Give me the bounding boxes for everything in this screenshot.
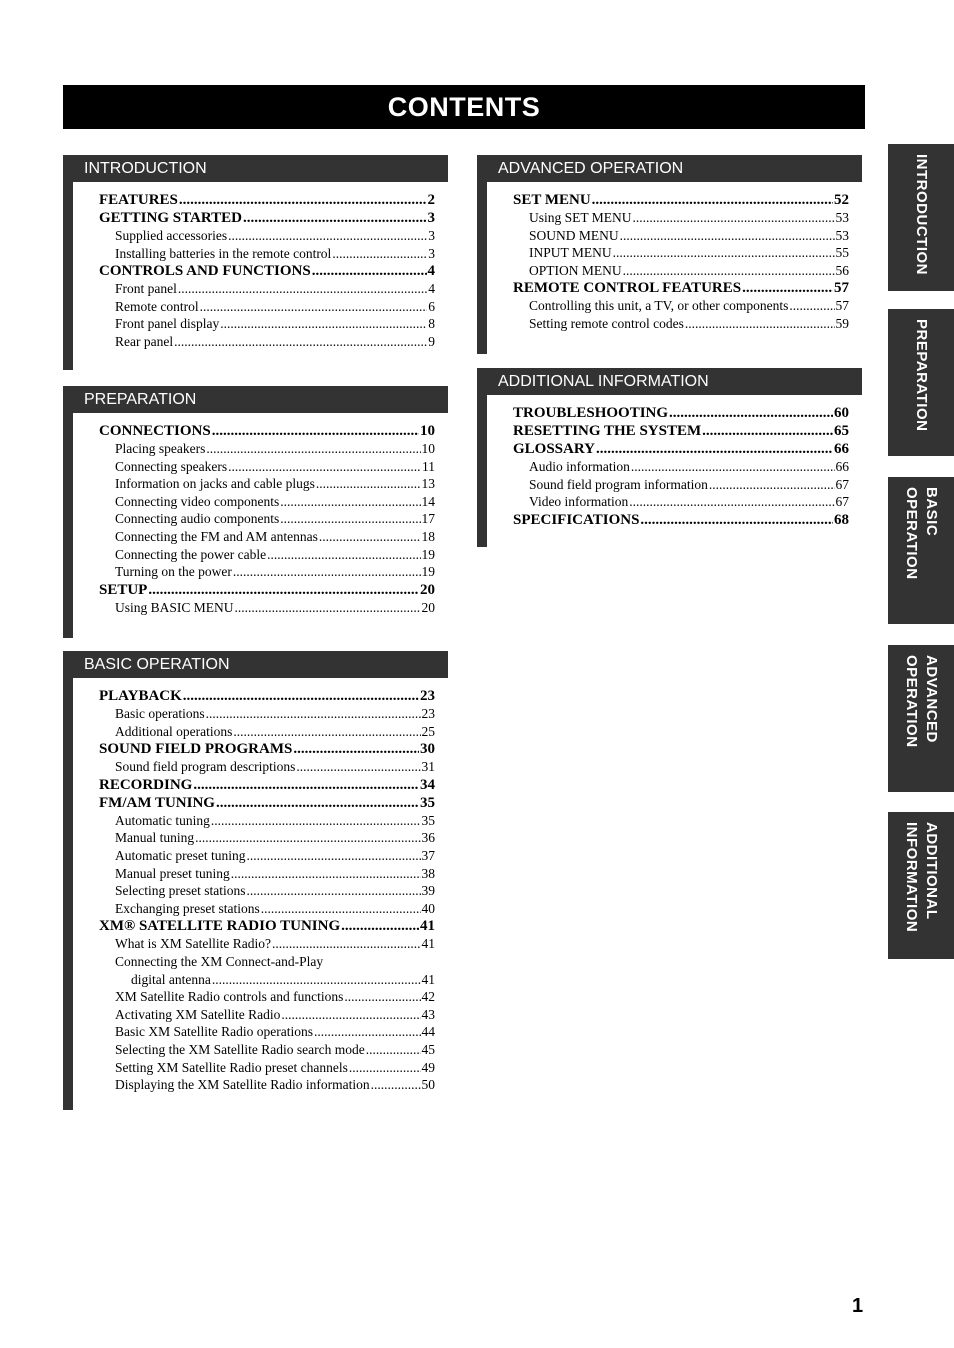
toc-page-number: 38 [421, 865, 435, 881]
dot-leader [344, 988, 420, 1006]
toc-page-number: 60 [834, 405, 849, 421]
toc-page-number: 19 [421, 564, 435, 580]
toc-main-entry[interactable] [73, 917, 435, 935]
dot-leader [633, 209, 835, 227]
dot-leader [366, 1041, 421, 1059]
toc-page-number: 3 [428, 245, 435, 261]
toc-page-number: 44 [421, 1024, 435, 1040]
toc-sub-entry[interactable] [73, 829, 435, 847]
dot-leader [789, 297, 834, 315]
dot-leader [371, 1076, 421, 1094]
toc-entry-text: RECORDING [99, 776, 193, 793]
toc-entry-text: PLAYBACK [99, 688, 182, 704]
toc-entry-text: Connecting video components [115, 493, 280, 509]
side-tab-additional-information[interactable]: ADDITIONAL INFORMATION [888, 812, 954, 959]
toc-sub-entry[interactable] [73, 333, 435, 351]
dot-leader [231, 865, 421, 883]
toc-main-entry[interactable] [73, 191, 435, 209]
toc-page-number: 36 [421, 830, 435, 846]
toc-main-entry[interactable] [73, 740, 435, 758]
toc-page-number: 6 [428, 298, 435, 314]
section-heading: BASIC OPERATION [63, 651, 448, 678]
toc-sub-entry[interactable] [73, 988, 435, 1006]
toc-sub-entry[interactable] [73, 812, 435, 830]
toc-main-entry[interactable] [73, 794, 435, 812]
toc-main-entry[interactable] [73, 687, 435, 705]
dot-leader [296, 758, 420, 776]
toc-page-number: 55 [835, 245, 849, 261]
toc-entry-text: INPUT MENU [529, 245, 612, 261]
dot-leader [596, 440, 833, 458]
toc-page-number: 4 [428, 281, 435, 297]
dot-leader [220, 315, 427, 333]
toc-sub-entry[interactable] [487, 209, 849, 227]
toc-entry-text: Using SET MENU [529, 210, 632, 225]
toc-entry-text: SOUND MENU [529, 227, 619, 243]
toc-entry-text: Sound field program information [529, 476, 708, 492]
toc-entry-text: Installing batteries in the remote control [115, 245, 332, 261]
dot-leader [341, 917, 419, 935]
toc-page-number: 17 [421, 511, 435, 527]
side-tab-introduction[interactable]: INTRODUCTION [888, 144, 954, 291]
toc-page-number: 53 [835, 227, 849, 243]
dot-leader [272, 935, 421, 953]
toc-entry-text: Rear panel [115, 333, 174, 349]
dot-leader [281, 1006, 420, 1024]
toc-page-number: 66 [834, 441, 849, 457]
toc-entry-text: Remote control [115, 298, 199, 314]
toc-entry-text: Selecting the XM Satellite Radio search mode [115, 1041, 365, 1057]
dot-leader [314, 1023, 421, 1041]
toc-entry-text: SETUP [99, 581, 148, 598]
section-additional-information [477, 368, 862, 547]
dot-leader [293, 740, 419, 758]
toc-entry-text: Connecting audio components [115, 511, 280, 527]
section-heading: INTRODUCTION [63, 155, 448, 182]
dot-leader [212, 971, 421, 989]
toc-page-number: 11 [422, 458, 435, 474]
toc-entry-text: Setting remote control codes [529, 315, 684, 331]
dot-leader [183, 687, 419, 705]
dot-leader [178, 280, 427, 298]
toc-page-number: 67 [835, 494, 849, 510]
toc-main-entry[interactable] [487, 191, 849, 209]
toc-page-number: 25 [421, 723, 435, 739]
toc-page-number: 3 [427, 210, 435, 226]
toc-entry-text: OPTION MENU [529, 262, 622, 278]
toc-sub-entry[interactable] [487, 244, 849, 262]
toc-page-number: 49 [421, 1059, 435, 1075]
toc-page-number: 40 [421, 900, 435, 916]
toc-page-number: 50 [421, 1077, 435, 1093]
toc-entry-text: Connecting the XM Connect-and-Play [115, 953, 324, 969]
toc-entry-text: Audio information [529, 459, 630, 474]
toc-sub-entry[interactable] [487, 458, 849, 476]
toc-page-number: 39 [421, 883, 435, 899]
toc-entry-text: Selecting preset stations [115, 883, 246, 899]
toc-sub-entry[interactable] [487, 476, 849, 494]
toc-sub-entry[interactable] [487, 493, 849, 511]
toc-sub-entry[interactable] [73, 245, 435, 263]
toc-entry-text: GETTING STARTED [99, 210, 242, 226]
toc-entry-text: Automatic preset tuning [115, 847, 246, 863]
dot-leader [640, 511, 833, 529]
toc-main-entry[interactable] [487, 404, 849, 422]
dot-leader [243, 209, 427, 227]
toc-page-number: 35 [420, 794, 435, 811]
toc-sub-entry[interactable] [73, 971, 435, 989]
dot-leader [592, 191, 833, 209]
toc-page-number: 2 [427, 192, 435, 208]
toc-entry-text: Supplied accessories [115, 228, 228, 243]
section-heading: ADVANCED OPERATION [477, 155, 862, 182]
toc-entry-text: Exchanging preset stations [115, 900, 260, 916]
toc-entry-text: TROUBLESHOOTING [513, 405, 669, 421]
dot-leader [319, 528, 421, 546]
section-body [63, 413, 435, 638]
toc-page-number: 41 [420, 918, 435, 935]
dot-leader [212, 422, 419, 440]
toc-entry-text: Using BASIC MENU [115, 599, 234, 615]
toc-sub-entry[interactable] [73, 758, 435, 776]
toc-sub-entry[interactable] [73, 1076, 435, 1094]
section-body [477, 395, 849, 547]
toc-main-entry[interactable] [73, 262, 435, 280]
dot-leader [235, 599, 421, 617]
toc-main-entry[interactable] [73, 422, 435, 440]
section-introduction [63, 155, 448, 370]
toc-page-number: 3 [428, 228, 435, 243]
toc-entry-text: Front panel [115, 281, 177, 297]
toc-entry-text: Placing speakers [115, 441, 206, 456]
toc-sub-entry[interactable] [487, 262, 849, 280]
dot-leader [195, 829, 420, 847]
toc-entry-text: SPECIFICATIONS [513, 511, 640, 528]
toc-entry-text: GLOSSARY [513, 441, 595, 457]
toc-sub-entry[interactable] [73, 280, 435, 298]
toc-main-entry[interactable] [487, 422, 849, 440]
toc-page-number: 18 [421, 528, 435, 544]
dot-leader [316, 475, 421, 493]
toc-page-number: 31 [421, 759, 435, 775]
toc-main-entry[interactable] [487, 440, 849, 458]
toc-entry-text: Front panel display [115, 316, 220, 332]
toc-page-number: 52 [834, 192, 849, 208]
dot-leader [211, 812, 421, 830]
toc-entry-text: What is XM Satellite Radio? [115, 936, 271, 952]
toc-sub-entry[interactable] [73, 475, 435, 493]
toc-page-number: 67 [835, 476, 849, 492]
toc-sub-entry[interactable] [73, 882, 435, 900]
dot-leader [623, 262, 835, 280]
toc-page-number: 9 [428, 333, 435, 349]
toc-page-number: 13 [421, 476, 435, 492]
toc-entry-text: Turning on the power [115, 564, 232, 580]
toc-sub-entry[interactable] [73, 510, 435, 528]
toc-entry-text: Setting XM Satellite Radio preset channels [115, 1059, 348, 1075]
section-body [63, 678, 435, 1110]
toc-sub-entry[interactable] [73, 458, 435, 476]
toc-page-number: 56 [835, 262, 849, 278]
toc-entry-text: SOUND FIELD PROGRAMS [99, 741, 293, 758]
toc-sub-entry[interactable] [73, 865, 435, 883]
dot-leader [669, 404, 833, 422]
toc-entry-text: Additional operations [115, 723, 233, 739]
toc-page-number: 8 [428, 316, 435, 332]
dot-leader [228, 458, 421, 476]
toc-sub-entry[interactable] [73, 935, 435, 953]
dot-leader [233, 563, 421, 581]
dot-leader [228, 227, 427, 245]
toc-page-number: 14 [421, 493, 435, 509]
toc-main-entry[interactable] [73, 581, 435, 599]
dot-leader [200, 298, 428, 316]
toc-sub-entry[interactable] [73, 599, 435, 617]
toc-sub-entry[interactable] [487, 297, 849, 315]
toc-entry-text: CONNECTIONS [99, 423, 211, 439]
toc-entry-text: XM Satellite Radio controls and functions [115, 989, 344, 1005]
toc-entry-text: FEATURES [99, 192, 178, 208]
toc-page-number: 57 [835, 298, 849, 314]
toc-page-number: 42 [421, 989, 435, 1005]
dot-leader [267, 546, 420, 564]
toc-entry-text: Activating XM Satellite Radio [115, 1006, 281, 1022]
section-body [477, 182, 849, 354]
toc-page-number: 41 [421, 971, 435, 987]
section-body [63, 182, 435, 370]
toc-sub-entry[interactable] [73, 1006, 435, 1024]
dot-leader [148, 581, 419, 599]
toc-entry-text: digital antenna [131, 971, 211, 987]
toc-page-number: 4 [427, 263, 435, 280]
toc-page-number: 45 [421, 1041, 435, 1057]
toc-page-number: 20 [421, 599, 435, 615]
toc-entry-text: Video information [529, 494, 629, 510]
dot-leader [629, 493, 834, 511]
toc-page-number: 68 [834, 511, 849, 528]
toc-page-number: 23 [420, 688, 435, 704]
toc-page-number: 35 [421, 812, 435, 828]
toc-sub-entry[interactable] [73, 705, 435, 723]
dot-leader [246, 882, 420, 900]
toc-entry-text: Manual preset tuning [115, 865, 230, 881]
toc-entry-text: XM® SATELLITE RADIO TUNING [99, 918, 341, 935]
toc-sub-entry[interactable] [73, 298, 435, 316]
toc-page-number: 57 [834, 280, 849, 297]
toc-page-number: 53 [835, 210, 849, 225]
toc-page-number: 66 [835, 459, 849, 474]
dot-leader [631, 458, 835, 476]
toc-entry-text: SET MENU [513, 192, 591, 208]
side-tab-basic-operation[interactable]: BASIC OPERATION [888, 477, 954, 624]
toc-entry-text: Manual tuning [115, 830, 195, 846]
toc-sub-entry[interactable] [73, 847, 435, 865]
toc-page-number: 10 [421, 441, 435, 456]
toc-entry-text: Information on jacks and cable plugs [115, 476, 315, 492]
toc-entry-text: Sound field program descriptions [115, 759, 296, 775]
dot-leader [261, 900, 421, 918]
dot-leader [280, 510, 420, 528]
section-basic-operation [63, 651, 448, 1110]
section-advanced-operation [477, 155, 862, 354]
toc-sub-entry[interactable] [73, 315, 435, 333]
dot-leader [620, 227, 835, 245]
toc-sub-entry[interactable] [73, 546, 435, 564]
dot-leader [709, 476, 835, 494]
side-tab-advanced-operation[interactable]: ADVANCED OPERATION [888, 645, 954, 792]
toc-main-entry[interactable] [487, 511, 849, 529]
toc-page-number: 37 [421, 847, 435, 863]
dot-leader [206, 705, 421, 723]
dot-leader [246, 847, 420, 865]
toc-page-number: 20 [420, 581, 435, 598]
toc-sub-entry[interactable] [487, 227, 849, 245]
toc-sub-entry[interactable] [73, 440, 435, 458]
dot-leader [206, 440, 420, 458]
toc-page-number: 43 [421, 1006, 435, 1022]
toc-sub-entry[interactable] [73, 563, 435, 581]
side-tab-preparation[interactable]: PREPARATION [888, 309, 954, 456]
toc-entry-text: FM/AM TUNING [99, 794, 215, 811]
toc-entry-text: Automatic tuning [115, 812, 210, 828]
toc-page-number: 59 [835, 315, 849, 331]
toc-main-entry[interactable] [487, 279, 849, 297]
dot-leader [742, 279, 833, 297]
dot-leader [280, 493, 420, 511]
toc-page-number: 19 [421, 546, 435, 562]
toc-entry-text: Connecting speakers [115, 458, 228, 474]
toc-sub-entry[interactable] [73, 900, 435, 918]
dot-leader [702, 422, 833, 440]
toc-sub-entry[interactable] [73, 493, 435, 511]
page-number: 1 [852, 1295, 864, 1317]
toc-entry-text: Controlling this unit, a TV, or other components [529, 298, 789, 314]
toc-entry-text: Displaying the XM Satellite Radio information [115, 1077, 370, 1093]
toc-entry-text: RESETTING THE SYSTEM [513, 423, 702, 439]
toc-page-number: 34 [420, 776, 435, 793]
dot-leader [179, 191, 427, 209]
toc-sub-entry[interactable] [73, 528, 435, 546]
dot-leader [193, 776, 419, 794]
section-heading: PREPARATION [63, 386, 448, 413]
dot-leader [233, 723, 420, 741]
toc-main-entry[interactable] [73, 209, 435, 227]
toc-page-number: 23 [421, 706, 435, 721]
toc-sub-entry[interactable] [73, 723, 435, 741]
toc-sub-entry[interactable] [487, 315, 849, 333]
toc-sub-entry[interactable] [73, 227, 435, 245]
toc-page-number: 30 [420, 741, 435, 758]
toc-entry-text: Connecting the power cable [115, 546, 267, 562]
dot-leader [216, 794, 419, 812]
toc-sub-entry[interactable] [73, 1023, 435, 1041]
dot-leader [312, 262, 427, 280]
toc-sub-entry[interactable] [73, 1059, 435, 1077]
dot-leader [613, 244, 835, 262]
page-title: CONTENTS [63, 85, 865, 129]
dot-leader [349, 1059, 421, 1077]
toc-entry-text: Basic operations [115, 706, 205, 721]
toc-sub-entry[interactable] [73, 1041, 435, 1059]
toc-entry-text: Basic XM Satellite Radio operations [115, 1024, 313, 1040]
section-preparation [63, 386, 448, 638]
toc-entry-text: Connecting the FM and AM antennas [115, 528, 318, 544]
dot-leader [685, 315, 835, 333]
toc-entry-text: CONTROLS AND FUNCTIONS [99, 263, 311, 280]
toc-main-entry[interactable] [73, 776, 435, 794]
toc-page-number: 65 [834, 423, 849, 439]
toc-page-number: 10 [420, 423, 435, 439]
toc-page-number: 41 [421, 936, 435, 952]
dot-leader [174, 333, 427, 351]
section-heading: ADDITIONAL INFORMATION [477, 368, 862, 395]
dot-leader [332, 245, 427, 263]
toc-entry-text: REMOTE CONTROL FEATURES [513, 280, 742, 297]
